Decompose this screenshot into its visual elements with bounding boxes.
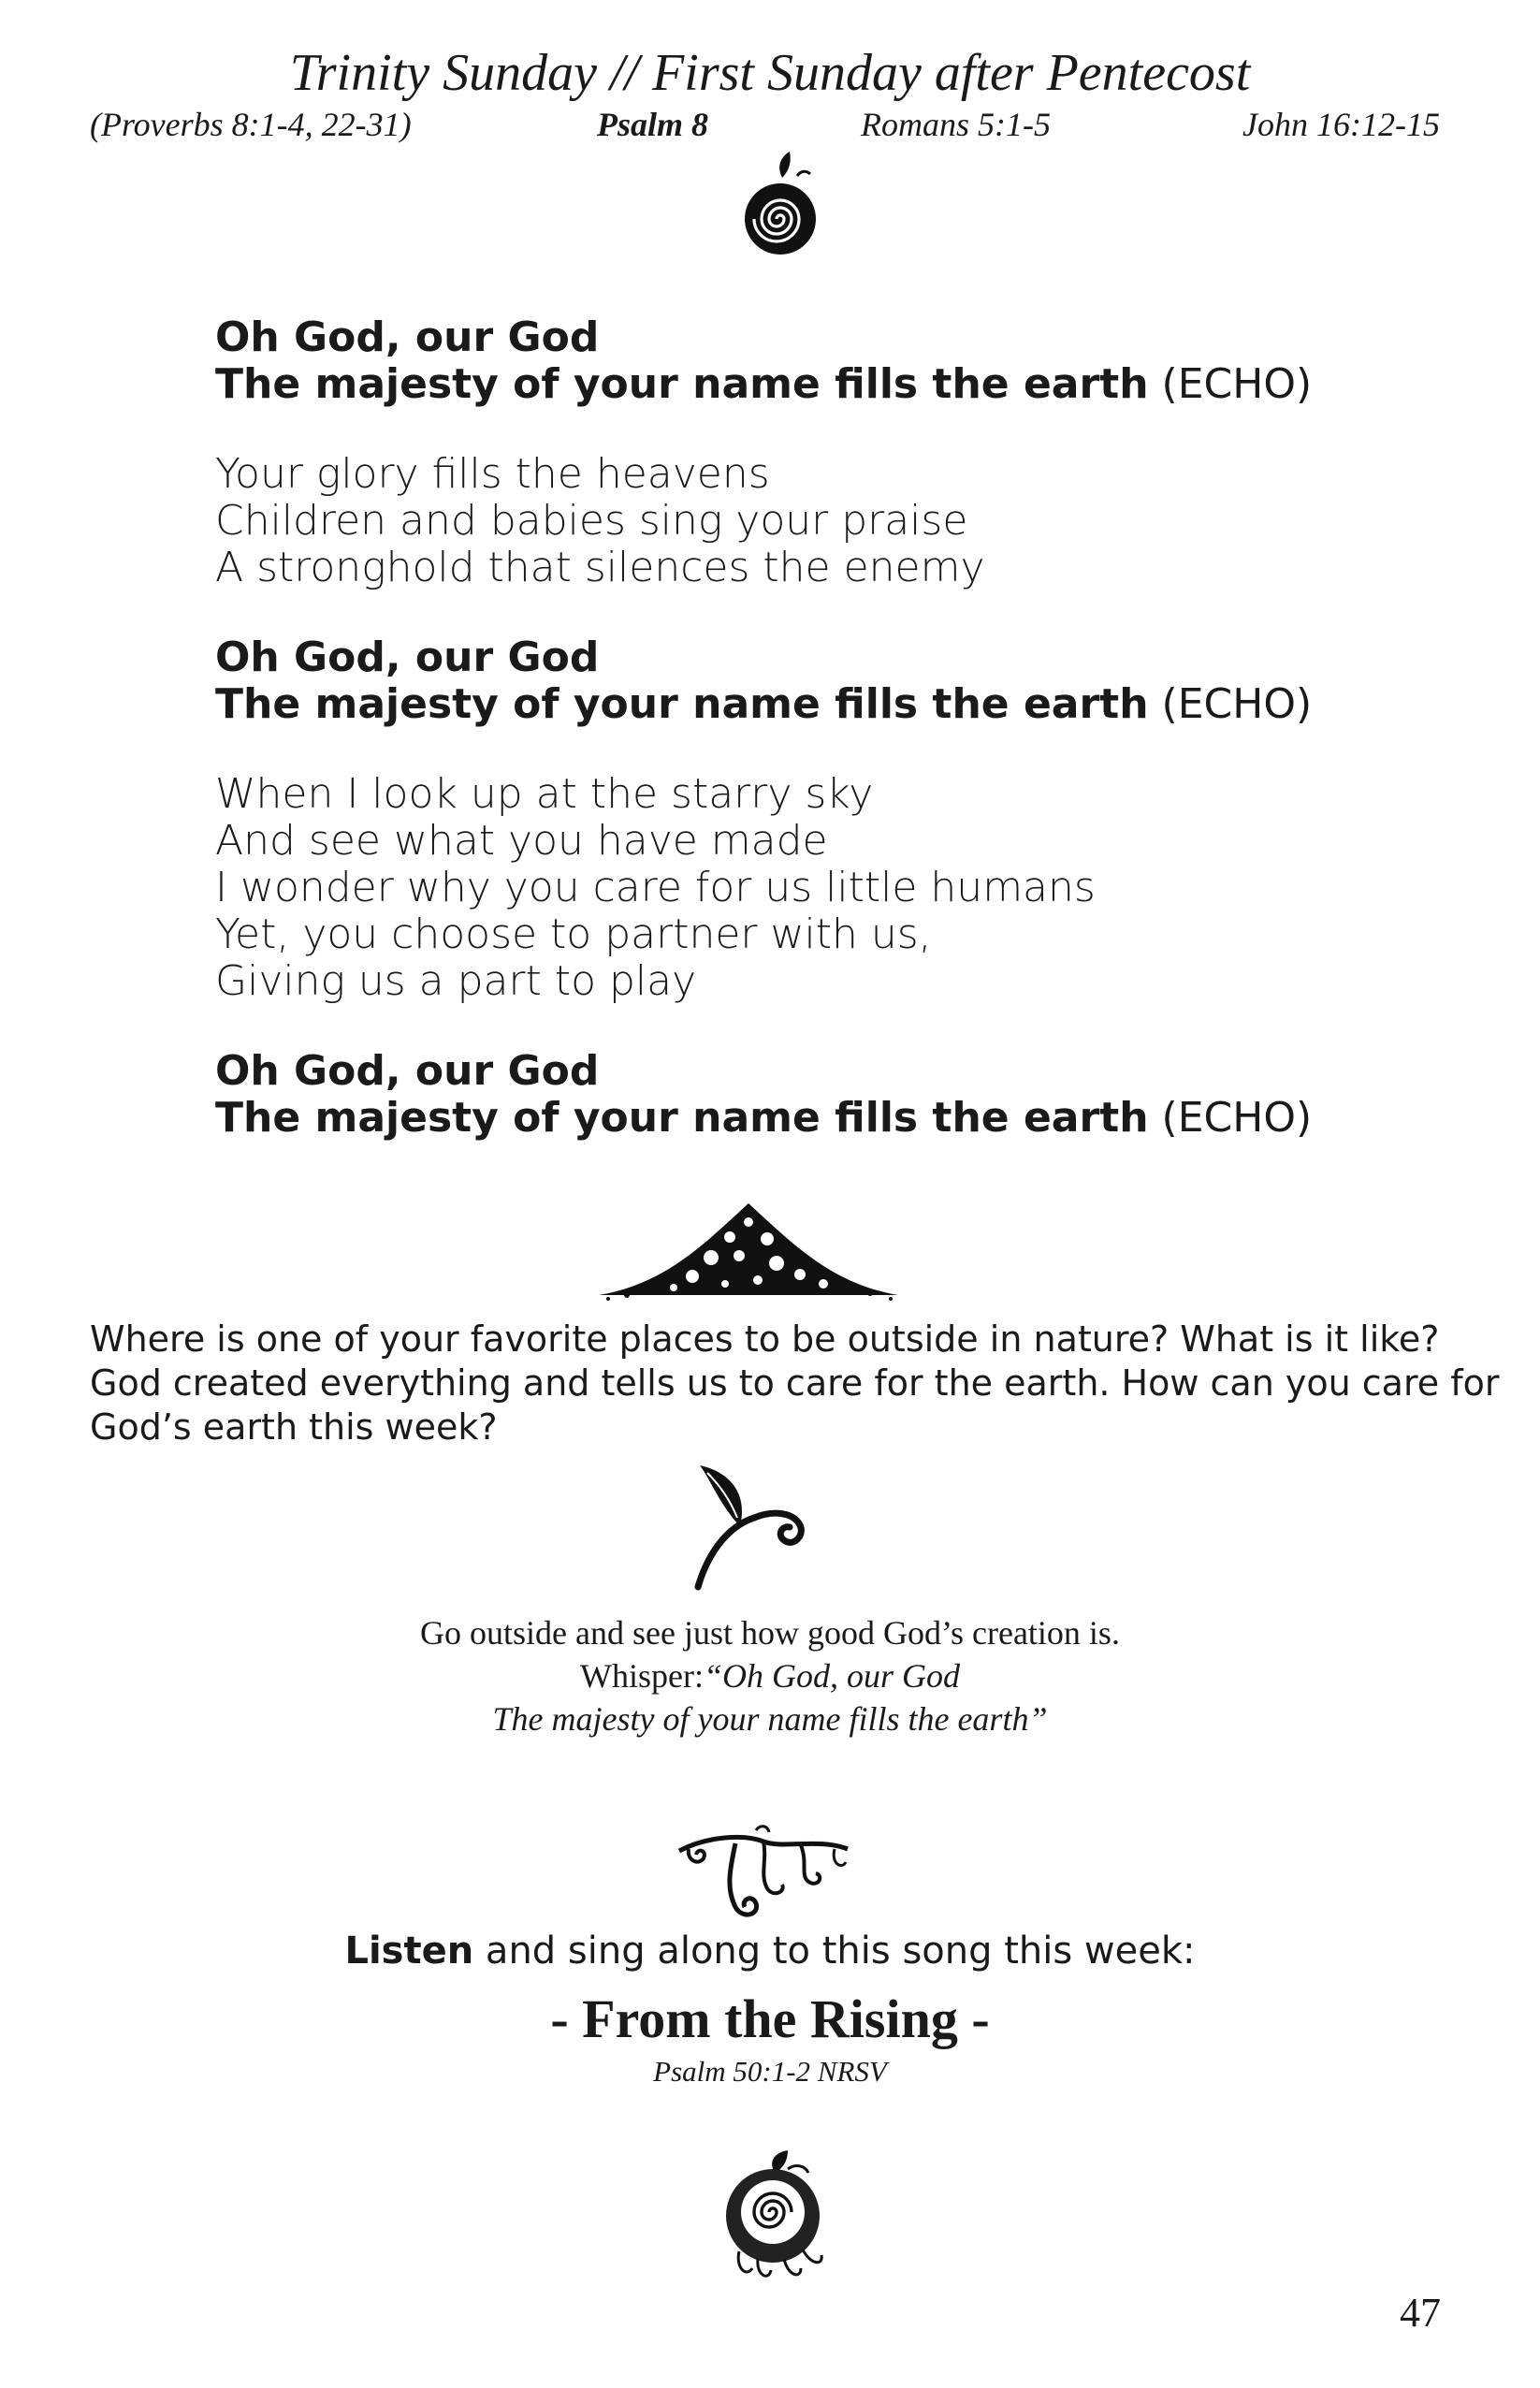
reading-romans: Romans 5:1-5 <box>861 106 1051 143</box>
refrain-3 <box>215 1048 1338 1142</box>
reading-proverbs: (Proverbs 8:1-4, 22-31) <box>90 106 412 143</box>
verse-line: And see what you have made <box>215 817 828 865</box>
reflection-line: God created everything and tells us to care for the earth. How can you care for <box>90 1362 1500 1404</box>
echo-label: (ECHO) <box>1161 360 1313 408</box>
activity-line1: Go outside and see just how good God’s creation is. <box>420 1614 1120 1652</box>
verse-line: Your glory fills the heavens <box>215 450 770 498</box>
verse-line: Yet, you choose to partner with us, <box>215 910 932 958</box>
verse-line: I wonder why you care for us little humans <box>215 864 1096 911</box>
listen-bold: Listen <box>344 1929 474 1973</box>
refrain-line1: Oh God, our God <box>215 633 600 681</box>
page-number: 47 <box>1400 2290 1441 2336</box>
refrain-line2: The majesty of your name fills the earth <box>215 680 1149 728</box>
pebble-mound-icon <box>589 1190 908 1303</box>
page-title: Trinity Sunday // First Sunday after Pentecost <box>289 44 1251 102</box>
refrain-2 <box>215 634 1338 728</box>
psalm-text <box>215 314 1338 1142</box>
song-reference: Psalm 50:1-2 NRSV <box>653 2055 887 2088</box>
activity-text <box>0 1611 1540 1740</box>
song-title: - From the Rising - <box>550 1988 990 2049</box>
reading-psalm: Psalm 8 <box>597 106 709 143</box>
whisper-label: Whisper: <box>580 1657 704 1695</box>
listen-rest: and sing along to this song this week: <box>473 1929 1196 1973</box>
verse-line: Giving us a part to play <box>215 957 697 1005</box>
verse-line: When I look up at the starry sky <box>215 770 874 818</box>
spiral-seed-icon <box>735 150 829 262</box>
refrain-line1: Oh God, our God <box>215 313 600 361</box>
refrain-line1: Oh God, our God <box>215 1047 600 1095</box>
reading-john: John 16:12-15 <box>1242 106 1440 143</box>
refrain-1 <box>215 314 1338 408</box>
verse-2 <box>215 771 1338 1005</box>
refrain-line2: The majesty of your name fills the earth <box>215 1094 1149 1142</box>
reflection-line: Where is one of your favorite places to be outside in nature? What is it like? <box>90 1318 1440 1360</box>
reflection-questions <box>90 1318 1500 1449</box>
echo-label: (ECHO) <box>1161 680 1313 728</box>
whisper-quote2: The majesty of your name fills the earth” <box>492 1700 1048 1738</box>
spiral-seed-roots-icon <box>702 2148 842 2289</box>
vine-flourish-icon <box>670 1823 857 1926</box>
verse-1 <box>215 451 1338 591</box>
listen-line <box>0 1929 1540 1973</box>
echo-label: (ECHO) <box>1161 1094 1313 1142</box>
verse-line: Children and babies sing your praise <box>215 497 968 545</box>
sprout-icon <box>689 1462 829 1593</box>
reflection-line: God’s earth this week? <box>90 1406 498 1448</box>
verse-line: A stronghold that silences the enemy <box>215 544 985 591</box>
refrain-line2: The majesty of your name fills the earth <box>215 360 1149 408</box>
whisper-quote1: “Oh God, our God <box>703 1657 960 1695</box>
